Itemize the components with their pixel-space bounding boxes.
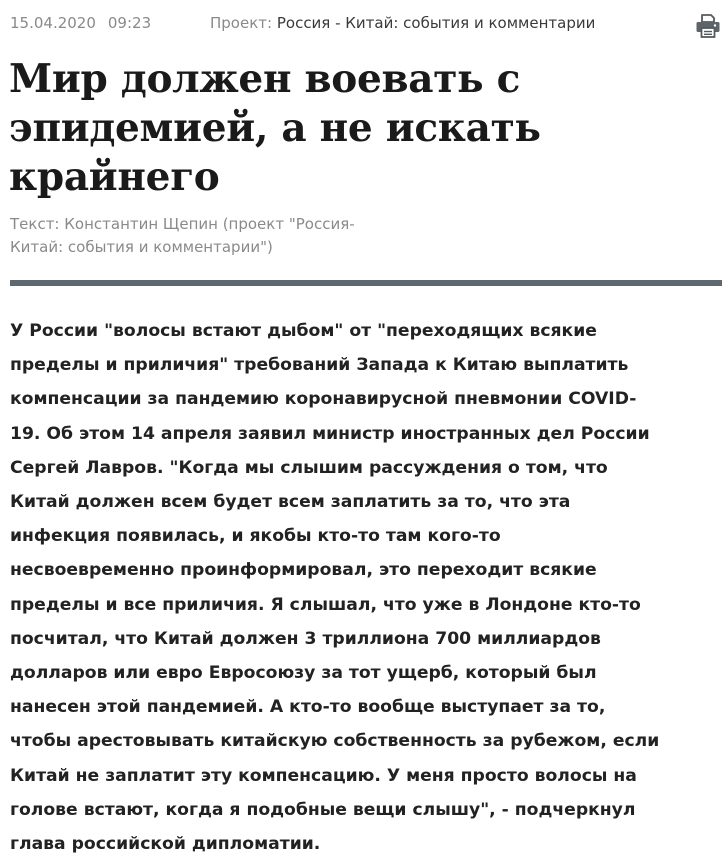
publish-date: 15.04.2020: [10, 14, 96, 32]
project-label: Проект:: [210, 14, 273, 32]
body-line: пределы и все приличия. Я слышал, что уже в Лондоне кто-то: [10, 594, 641, 615]
body-line: нанесен этой пандемией. А кто-то вообще выступает за то,: [10, 697, 606, 718]
body-line: 19. Об этом 14 апреля заявил министр иностранных дел России: [10, 423, 650, 444]
article-title: [9, 55, 569, 202]
title-line: эпидемией, а не искать: [9, 105, 541, 151]
body-line: Сергей Лавров. "Когда мы слышим рассуждения о том, что: [10, 457, 608, 478]
byline-line: Китай: события и комментарии"): [10, 238, 273, 256]
body-line: посчитал, что Китай должен 3 триллиона 700 миллиардов: [10, 628, 601, 649]
publish-time: 09:23: [107, 14, 152, 32]
body-line: инфекция появилась, и якобы кто-то там кого-то: [10, 526, 501, 547]
section-divider: [10, 280, 722, 286]
byline-line: Текст: Константин Щепин (проект "Россия-: [10, 215, 355, 233]
body-line: долларов или евро Евросоюзу за тот ущерб, который был: [10, 663, 597, 684]
project-link[interactable]: Россия - Китай: события и комментарии: [276, 14, 596, 32]
body-line: компенсации за пандемию коронавирусной пневмонии COVID-: [10, 389, 637, 410]
title-line: Мир должен воевать с: [9, 56, 521, 102]
body-line: У России "волосы встают дыбом" от "переходящих всякие: [10, 321, 597, 341]
article-byline: [10, 213, 390, 259]
title-line: крайнего: [9, 154, 220, 200]
body-line: голове встают, когда я подобные вещи слышу", - подчеркнул: [10, 799, 636, 820]
project-info: [210, 12, 595, 34]
print-button[interactable]: [695, 13, 721, 39]
body-line: Китай должен всем будет всем заплатить за то, что эта: [10, 492, 571, 513]
article-meta: [10, 12, 680, 34]
body-line: несвоевременно проинформировал, это переходит всякие: [10, 560, 597, 581]
body-line: пределы и приличия" требований Запада к Китаю выплатить: [10, 355, 629, 376]
body-line: глава российской дипломатии.: [10, 834, 321, 855]
body-line: чтобы арестовывать китайскую собственность за рубежом, если: [10, 731, 660, 752]
printer-icon: [695, 13, 721, 39]
article-body: [10, 314, 722, 861]
body-line: Китай не заплатит эту компенсацию. У меня просто волосы на: [10, 765, 637, 786]
